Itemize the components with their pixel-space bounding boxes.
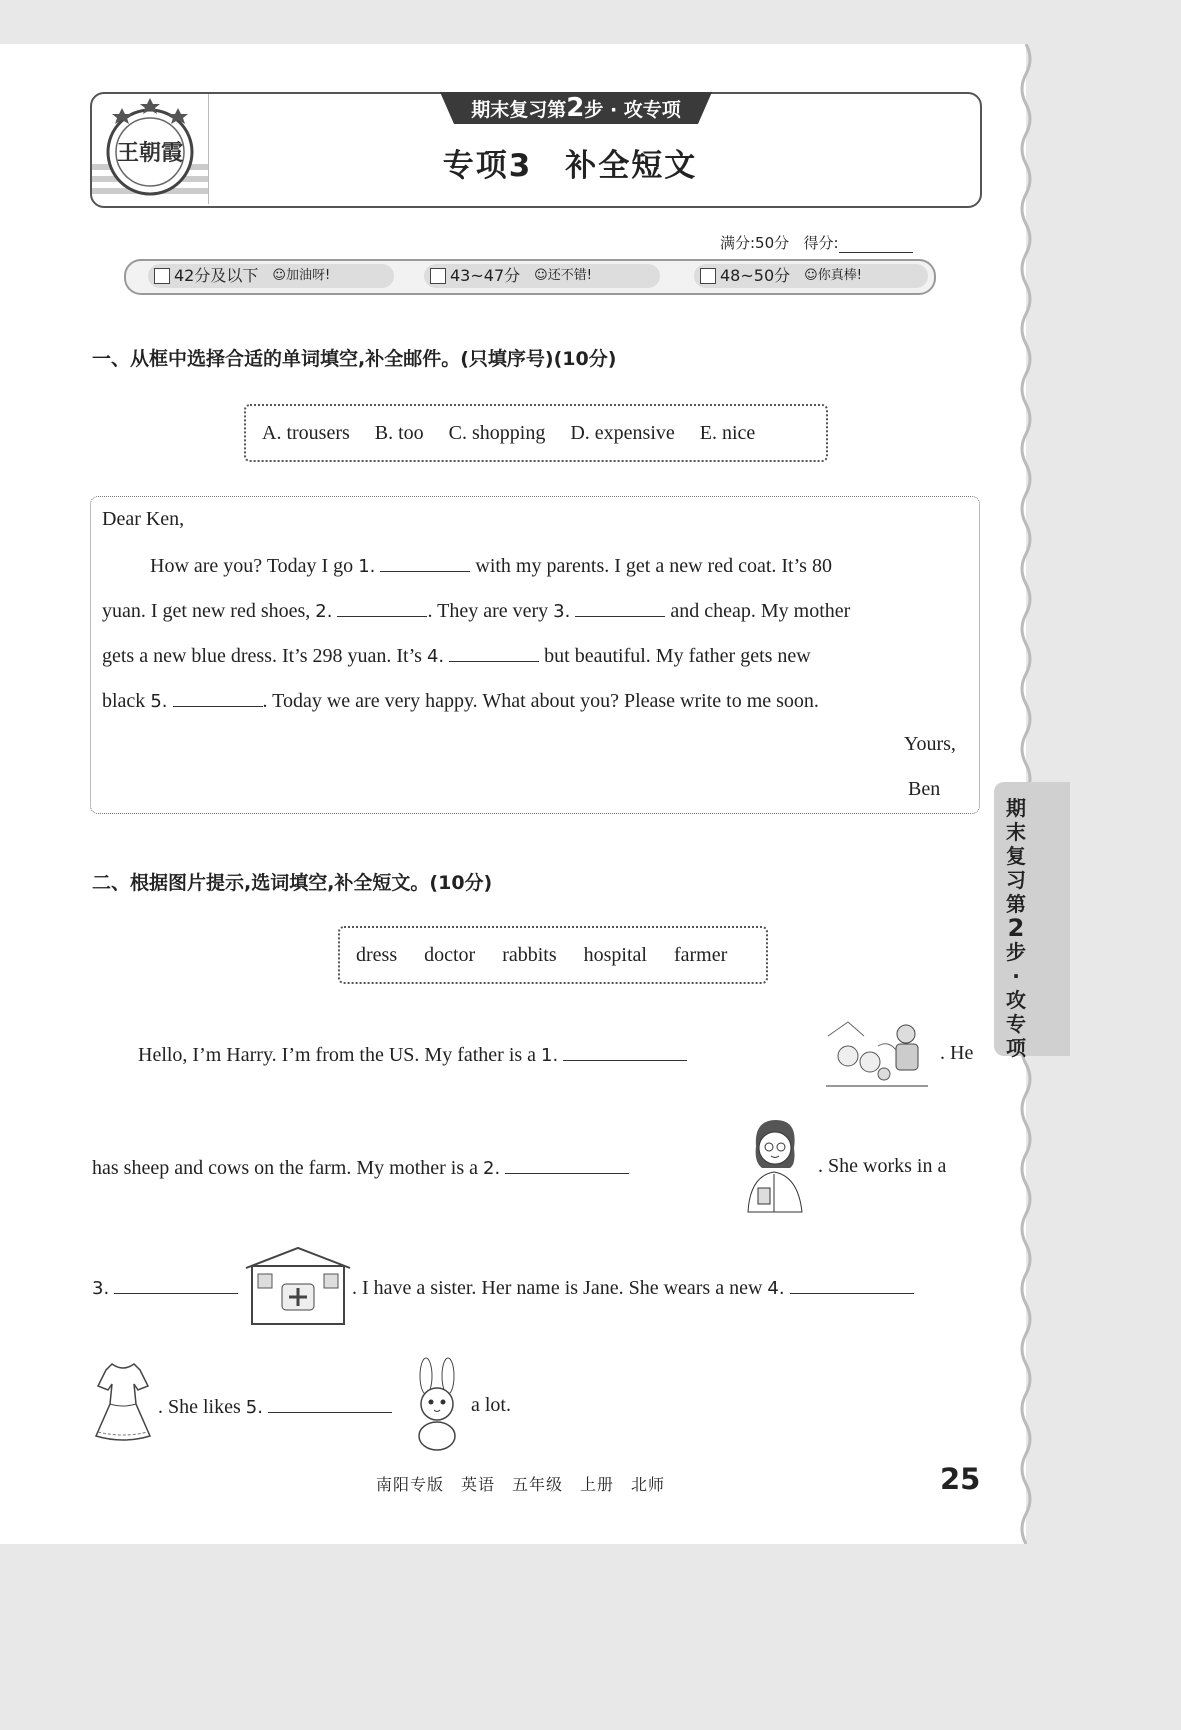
story-line-4: . She likes 5.	[158, 1394, 392, 1419]
word-option: A. trousers	[262, 422, 350, 444]
score-line	[720, 232, 913, 253]
section1-title: 一、从框中选择合适的单词填空,补全邮件。(只填序号)(10分)	[92, 348, 617, 370]
checkbox[interactable]	[430, 268, 446, 284]
letter-line-4: black 5. . Today we are very happy. What about you? Please write to me soon.	[102, 690, 819, 712]
story-line-3: . I have a sister. Her name is Jane. She wears a new 4.	[352, 1275, 914, 1300]
page-number: 25	[940, 1462, 981, 1496]
step-tag-text: 期末复习第2步 · 攻专项	[471, 93, 681, 123]
answer-blank-3[interactable]	[575, 598, 665, 617]
answer-blank-2[interactable]	[337, 598, 427, 617]
answer-blank-1[interactable]	[380, 553, 470, 572]
word-option: hospital	[583, 944, 647, 966]
word-bank-2	[338, 926, 768, 984]
answer-blank-4[interactable]	[449, 643, 539, 662]
side-tab-text: 期 末 复 习 第 2 步 · 攻 专 项	[1006, 796, 1026, 1060]
brand-logo	[92, 94, 208, 204]
story-blank-3[interactable]	[114, 1275, 238, 1294]
smiley-icon: ☺	[272, 268, 286, 283]
word-option: farmer	[673, 944, 728, 966]
letter-line-1: How are you? Today I go 1. with my parents. I get a new red coat. It’s 80	[150, 555, 832, 577]
word-option: D. expensive	[570, 422, 675, 444]
rabbit-icon	[406, 1356, 468, 1452]
rating-option-1[interactable]: 42分及以下 ☺加油呀!	[154, 264, 330, 288]
checkbox[interactable]	[154, 268, 170, 284]
logo-divider	[208, 94, 209, 204]
rating-option-2[interactable]: 43~47分 ☺还不错!	[430, 264, 592, 288]
word-option: B. too	[374, 422, 424, 444]
letter-line-2: yuan. I get new red shoes, 2. . They are very 3. and cheap. My mother	[102, 600, 851, 622]
score-field[interactable]	[839, 236, 913, 253]
story-line-2-end: . She works in a	[818, 1155, 947, 1177]
letter-signature: Ben	[908, 778, 941, 800]
story-line-4-end: a lot.	[471, 1394, 511, 1416]
checkbox[interactable]	[700, 268, 716, 284]
word-option: dress	[356, 944, 398, 966]
dress-icon	[88, 1360, 158, 1442]
score-label: 得分:	[803, 234, 839, 252]
farmer-icon	[818, 1016, 936, 1088]
word-option: E. nice	[699, 422, 756, 444]
story-blank-1[interactable]	[563, 1042, 687, 1061]
story-line-3-start: 3.	[92, 1275, 238, 1300]
word-option: rabbits	[502, 944, 557, 966]
story-line-1-end: . He	[940, 1042, 974, 1064]
full-score-label: 满分:50分	[720, 234, 790, 252]
story-blank-5[interactable]	[268, 1394, 392, 1413]
word-bank-1	[244, 404, 828, 462]
story-blank-2[interactable]	[505, 1155, 629, 1174]
hospital-icon	[242, 1244, 354, 1328]
answer-blank-5[interactable]	[173, 688, 263, 707]
story-line-2: has sheep and cows on the farm. My mother is a 2.	[92, 1155, 629, 1180]
smiley-icon: ☺	[534, 268, 548, 283]
svg-text:王朝霞: 王朝霞	[116, 140, 184, 166]
word-option: doctor	[424, 944, 476, 966]
page-title: 专项3 补全短文	[442, 148, 698, 184]
section2-title: 二、根据图片提示,选词填空,补全短文。(10分)	[92, 872, 493, 894]
doctor-icon	[734, 1116, 814, 1214]
letter-closing: Yours,	[904, 733, 956, 755]
footer-edition: 南阳专版 英语 五年级 上册 北师	[376, 1475, 666, 1494]
letter-line-3: gets a new blue dress. It’s 298 yuan. It’s 4. but beautiful. My father gets new	[102, 645, 811, 667]
rating-option-3[interactable]: 48~50分 ☺你真棒!	[700, 264, 862, 288]
story-line-1: Hello, I’m Harry. I’m from the US. My father is a 1.	[138, 1042, 687, 1067]
letter-greeting: Dear Ken,	[102, 508, 185, 530]
smiley-icon: ☺	[804, 268, 818, 283]
story-blank-4[interactable]	[790, 1275, 914, 1294]
word-option: C. shopping	[448, 422, 546, 444]
